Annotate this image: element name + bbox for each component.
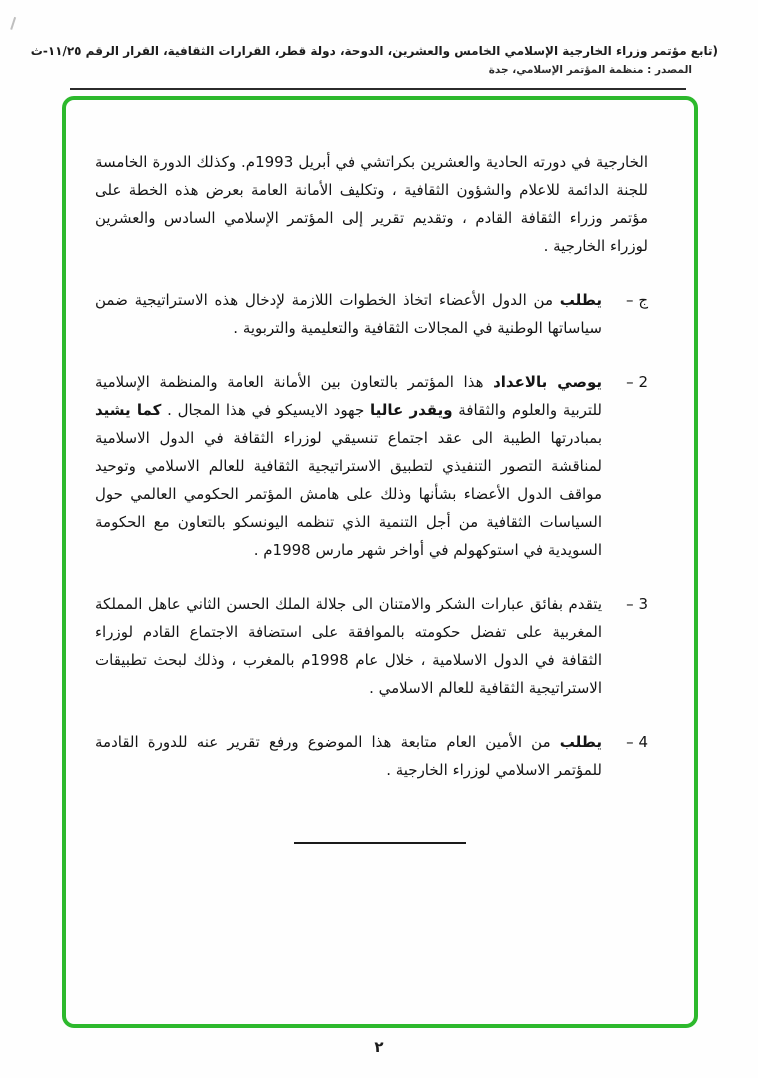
paragraph-marker: 3 –: [626, 595, 648, 613]
text-run: من الأمين العام متابعة هذا الموضوع ورفع تقرير عنه للدورة القادمة للمؤتمر الاسلامي لوزراء الخارجية .: [95, 733, 602, 779]
page-number: ٢: [374, 1038, 384, 1056]
bold-text-run: يطلب: [559, 291, 602, 309]
text-run: من الدول الأعضاء اتخاذ الخطوات اللازمة لإدخال هذه الاستراتيجية ضمن سياساتها الوطنية في المجالات الثقافية والتعليمية والتربوية .: [95, 291, 602, 337]
header-source: المصدر : منظمة المؤتمر الإسلامي، جدة: [488, 64, 692, 76]
bold-text-run: يطلب: [559, 733, 602, 751]
paragraph-text: [95, 728, 602, 784]
text-run: الخارجية في دورته الحادية والعشرين بكراتشي في أبريل 1993م. وكذلك الدورة الخامسة للجنة الدائمة للاعلام والشؤون الثقافية ، وتكليف الأمانة العامة بعرض هذه الخطة على مؤتمر وزراء الثقافة القادم ، وتقديم تقرير إلى المؤتمر الإسلامي السادس والعشرين لوزراء الخارجية .: [95, 153, 648, 255]
page-header: [30, 44, 718, 76]
paragraph: [95, 590, 648, 702]
scan-artifact-mark: [10, 17, 23, 32]
text-run: يتقدم بفائق عبارات الشكر والامتنان الى جلالة الملك الحسن الثاني عاهل المملكة المغربية على تفضل حكومته بالموافقة على استضافة الاجتماع القادم لوزراء الثقافة في الدول الاسلامية ، خلال عام 1998م بالمغرب ، وذلك لبحث تطبيقات الاستراتيجية الثقافية للعالم الاسلامي .: [95, 595, 602, 697]
text-run: هذا المؤتمر بالتعاون بين الأمانة العامة والمنظمة الإسلامية للتربية والعلوم والثقافة: [95, 373, 602, 419]
paragraph-text: [95, 286, 602, 342]
bold-text-run: ويقدر عاليا: [370, 401, 453, 419]
paragraph-marker: 4 –: [626, 733, 648, 751]
text-run: جهود الايسيكو في هذا المجال .: [161, 401, 371, 419]
paragraph-text: [95, 590, 602, 702]
paragraph: [95, 368, 648, 564]
paragraph-marker: ج –: [626, 291, 648, 309]
paragraph: [95, 286, 648, 342]
paragraph: [95, 148, 648, 260]
paragraph-text: [95, 148, 648, 260]
paragraph-marker: 2 –: [626, 373, 648, 391]
header-divider: [70, 88, 686, 90]
closing-line: [294, 842, 466, 844]
header-title: (تابع مؤتمر وزراء الخارجية الإسلامي الخامس والعشرين، الدوحة، دولة قطر، القرارات الثقافية، القرار الرقم ١١/٢٥-ث: [30, 44, 718, 58]
document-body: [95, 148, 648, 810]
bold-text-run: كما يشيد: [95, 401, 162, 419]
bold-text-run: يوصي بالاعداد: [493, 373, 602, 391]
paragraph: [95, 728, 648, 784]
text-run: بمبادرتها الطيبة الى عقد اجتماع تنسيقي لوزراء الثقافة في الدول الاسلامية لمناقشة التصور التنفيذي لتطبيق الاستراتيجية الثقافية للعالم الاسلامي وتوحيد مواقف الدول الأعضاء بشأنها وذلك على هامش المؤتمر الحكومي العالمي حول السياسات الثقافية من أجل التنمية الذي تنظمه اليونسكو بالتعاون مع الحكومة السويدية في استوكهولم في أواخر شهر مارس 1998م .: [95, 429, 602, 559]
paragraph-text: [95, 368, 602, 564]
